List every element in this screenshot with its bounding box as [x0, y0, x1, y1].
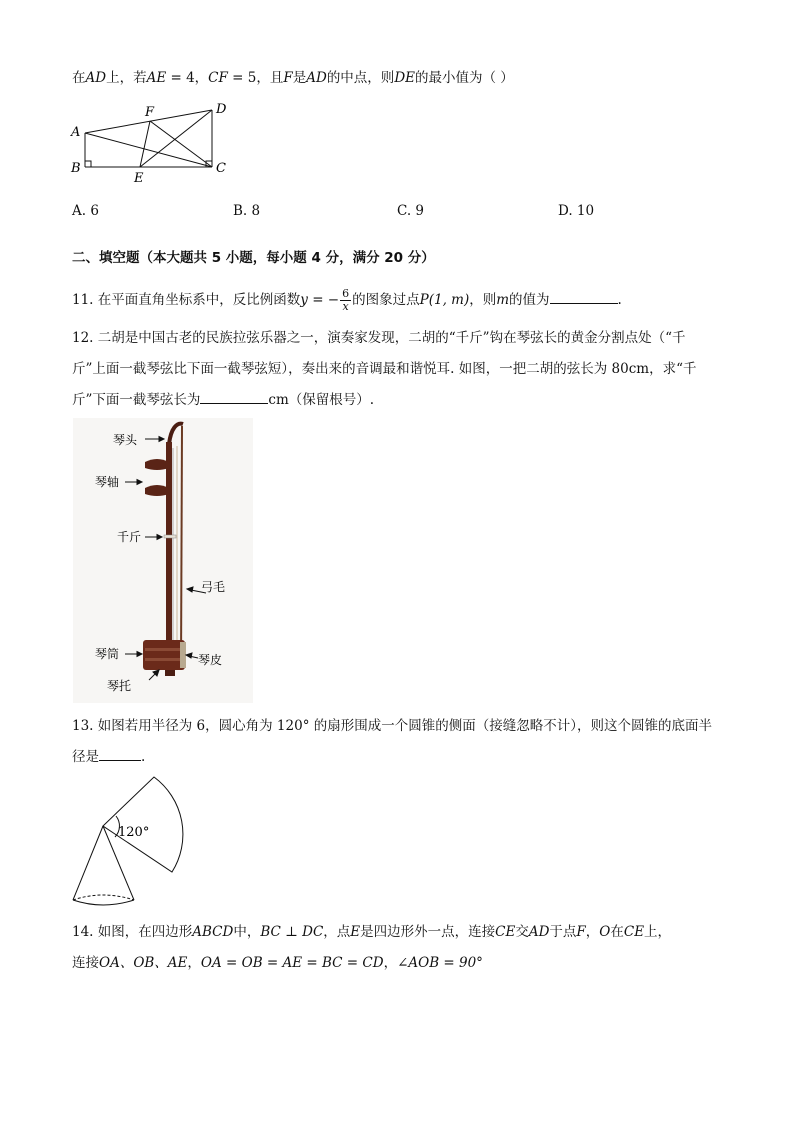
q14-angle: ∠AOB = 90°	[397, 955, 483, 971]
q14-text-1: 14. 如图，在四边形	[72, 924, 193, 940]
erhu-peg-1	[145, 459, 169, 470]
q10-option-a: A. 6	[72, 203, 99, 219]
q14-perp: BC ⊥ DC	[260, 924, 324, 940]
label-e: E	[134, 171, 144, 186]
q10-var-cf: CF	[208, 70, 228, 86]
label-base: 琴托	[107, 679, 132, 693]
angle-label: 120°	[118, 825, 150, 840]
q14-line-1	[72, 920, 671, 940]
q11-fraction	[340, 288, 351, 313]
q14-l2-text-1: 连接	[72, 955, 99, 971]
q14-text-7: ，	[585, 924, 600, 940]
q11-text-2: 的图象过点	[352, 292, 420, 308]
label-d: D	[216, 102, 227, 117]
label-drum: 琴筒	[95, 647, 120, 661]
q10-var-ae: AE	[146, 70, 167, 86]
label-c: C	[216, 161, 226, 176]
segment-fc	[150, 121, 212, 167]
q10-option-c: C. 9	[397, 203, 425, 219]
q11-point-p: P(1, m)	[419, 292, 470, 308]
segment-ac	[85, 133, 212, 167]
q10-text-3: 是	[292, 70, 307, 86]
q10-text-5: 的最小值为（ ）	[415, 70, 514, 86]
q13-line-2	[72, 745, 145, 765]
q14-var-ad: AD	[528, 924, 550, 940]
q11-fraction-den: x	[342, 300, 349, 313]
q14-l2-text-2: ，	[187, 955, 201, 971]
label-a: A	[71, 125, 81, 140]
erhu-bow-stick	[181, 426, 182, 668]
label-head: 琴头	[113, 433, 138, 447]
q14-text-3: ，点	[323, 924, 351, 940]
q13-line-2-text: 径是	[72, 749, 99, 765]
label-bow: 弓毛	[201, 580, 226, 594]
q10-option-d: D. 10	[558, 203, 595, 219]
cone-left-edge	[73, 826, 103, 900]
q12-line-3-unit: cm（保留根号）.	[268, 392, 375, 408]
q11-stem	[72, 288, 622, 313]
q10-var-ad: AD	[85, 70, 107, 86]
q10-eq-4: = 4，	[166, 70, 209, 86]
q12-erhu-figure	[73, 418, 253, 703]
erhu-drum-stripe	[145, 648, 183, 651]
erhu-neck	[166, 442, 172, 647]
cone-base-back	[73, 895, 134, 900]
q10-text-1: 在	[72, 70, 86, 86]
q14-text-4: 是四边形外一点，连接	[360, 924, 496, 940]
q10-rectangle-figure	[68, 98, 238, 186]
label-b: B	[71, 161, 81, 176]
q14-line-2	[72, 951, 483, 971]
erhu-base	[165, 670, 175, 676]
section-heading: 二、填空题（本大题共 5 小题，每小题 4 分，满分 20 分）	[72, 250, 435, 266]
q11-fraction-num: 6	[342, 287, 350, 300]
label-f: F	[145, 105, 155, 120]
q10-option-b: B. 8	[233, 203, 261, 219]
q12-line-2: 斤”上面一截琴弦比下面一截琴弦短），奏出来的音调最和谐悦耳. 如图，一把二胡的弦长为 80cm，求“千	[72, 361, 697, 377]
q14-var-f: F	[576, 924, 586, 940]
q11-var-m: m	[496, 292, 510, 308]
q10-var-de: DE	[394, 70, 415, 86]
q11-text-1: 11. 在平面直角坐标系中，反比例函数	[72, 292, 301, 308]
q14-var-e: E	[350, 924, 361, 940]
cone-base-front	[73, 900, 134, 905]
label-qianjin: 千斤	[117, 530, 142, 544]
q12-answer-blank[interactable]	[200, 389, 268, 404]
q14-var-o: O	[599, 924, 611, 940]
q14-equalities: OA = OB = AE = BC = CD	[200, 955, 384, 971]
q13-answer-blank[interactable]	[99, 746, 141, 761]
erhu-qianjin	[164, 535, 176, 538]
q14-l2-text-3: ，	[383, 955, 398, 971]
q14-text-2: 中，	[233, 924, 261, 940]
q12-line-3-text: 斤”下面一截琴弦长为	[72, 392, 201, 408]
q14-var-ce-2: CE	[623, 924, 645, 940]
q14-text-6: 于点	[549, 924, 577, 940]
q14-text-8: 在	[610, 924, 624, 940]
q10-eq-5: = 5，且	[227, 70, 284, 86]
q11-eq: = −	[307, 292, 340, 308]
erhu-drum-stripe-2	[145, 658, 183, 661]
q14-var-ce: CE	[495, 924, 516, 940]
erhu-drum	[143, 640, 185, 670]
q12-line-3	[72, 388, 374, 408]
q14-text-5: 交	[515, 924, 529, 940]
q10-text-4: 的中点，则	[326, 70, 395, 86]
label-shaft: 琴轴	[95, 475, 120, 489]
q11-end: .	[617, 292, 622, 308]
q11-text-3: ，则	[469, 292, 497, 308]
q13-line-1: 13. 如图若用半径为 6，圆心角为 120° 的扇形围成一个圆锥的侧面（接缝忽略不计），则这个圆锥的底面半	[72, 718, 712, 734]
q13-end: .	[141, 749, 146, 765]
q14-segments: OA、OB、AE	[99, 955, 188, 971]
q10-var-ad-2: AD	[306, 70, 327, 86]
q13-sector-cone-figure	[68, 770, 188, 910]
q10-stem	[72, 66, 514, 86]
q10-text-2: 上，若	[106, 70, 147, 86]
q11-answer-blank[interactable]	[550, 289, 618, 304]
q12-line-1: 12. 二胡是中国古老的民族拉弦乐器之一，演奏家发现，二胡的“千斤”钩在琴弦长的黄金分割点处（“千	[72, 330, 686, 346]
q11-var-y: y	[300, 292, 308, 308]
q14-text-9: 上，	[644, 924, 672, 940]
right-angle-b	[85, 161, 91, 167]
q14-var-abcd: ABCD	[192, 924, 234, 940]
erhu-peg-2	[145, 485, 169, 496]
q10-var-f: F	[283, 70, 293, 86]
label-skin: 琴皮	[198, 653, 223, 667]
q11-text-4: 的值为	[509, 292, 550, 308]
